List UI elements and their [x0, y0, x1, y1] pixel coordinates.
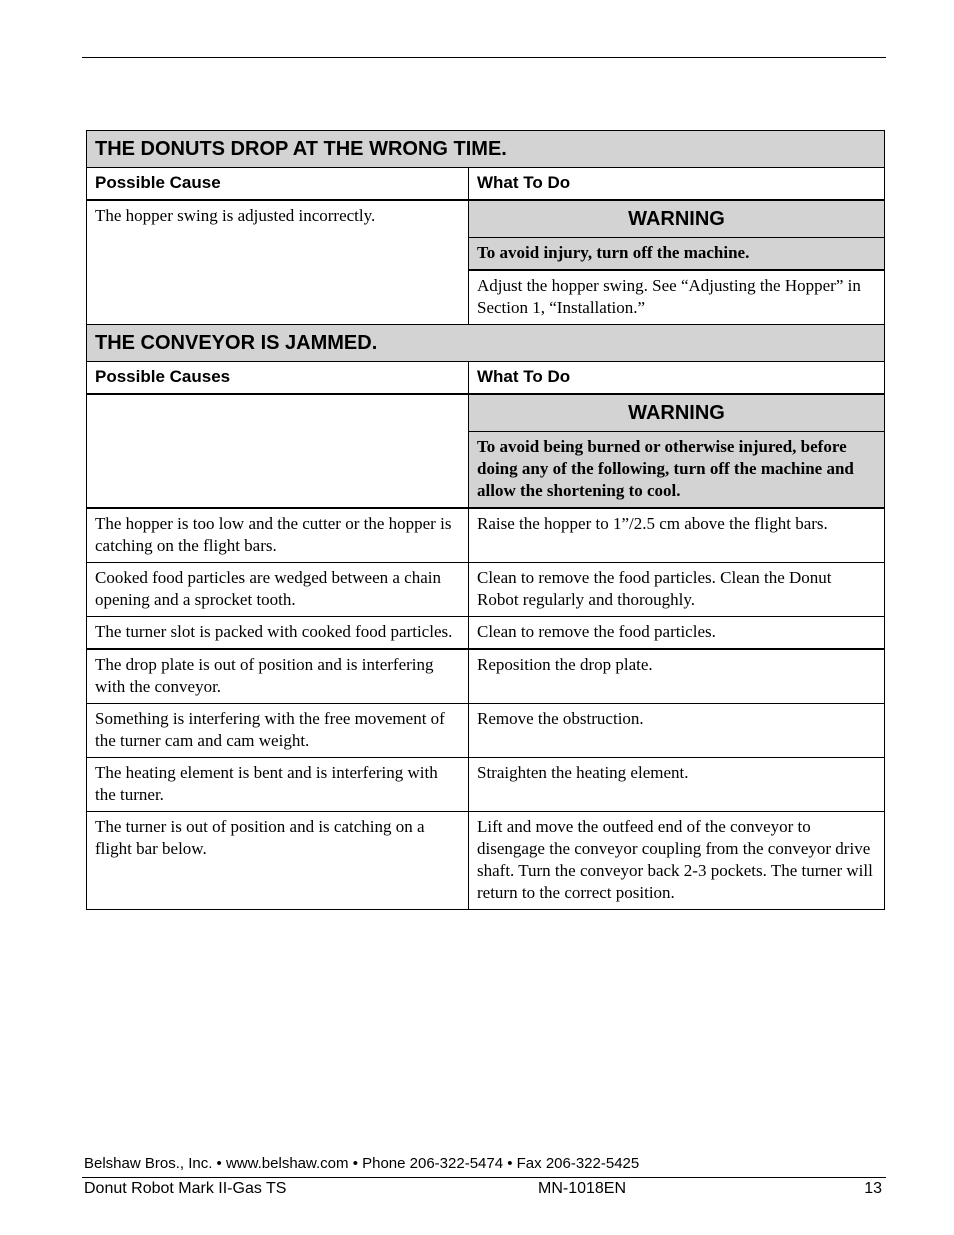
- table-row: [87, 649, 885, 704]
- column-header-cause: Possible Cause: [87, 168, 469, 201]
- column-header-todo: What To Do: [469, 362, 885, 395]
- column-header-cause: Possible Causes: [87, 362, 469, 395]
- cause-cell: The turner slot is packed with cooked food particles.: [87, 617, 469, 650]
- section-title: THE DONUTS DROP AT THE WRONG TIME.: [87, 131, 885, 168]
- table-row: [87, 812, 885, 910]
- table-row: [87, 704, 885, 758]
- warning-text: To avoid being burned or otherwise injured, before doing any of the following, turn off the machine and allow the shortening to cool.: [469, 432, 885, 509]
- section-header-row: [87, 131, 885, 168]
- table-row: [87, 200, 885, 238]
- footer-doc-number: MN-1018EN: [538, 1180, 627, 1197]
- todo-cell: Remove the obstruction.: [469, 704, 885, 758]
- footer-page-number: 13: [864, 1180, 882, 1197]
- troubleshooting-table: [86, 130, 885, 910]
- table-row: [87, 508, 885, 563]
- todo-cell: Clean to remove the food particles. Clean the Donut Robot regularly and thoroughly.: [469, 563, 885, 617]
- cause-cell: Cooked food particles are wedged between a chain opening and a sprocket tooth.: [87, 563, 469, 617]
- todo-cell: Adjust the hopper swing. See “Adjusting the Hopper” in Section 1, “Installation.”: [469, 270, 885, 325]
- table-row: [87, 758, 885, 812]
- column-header-row: [87, 168, 885, 201]
- footer-product: Donut Robot Mark II-Gas TS: [84, 1180, 287, 1197]
- todo-cell: Reposition the drop plate.: [469, 649, 885, 704]
- section-header-row: [87, 325, 885, 362]
- todo-cell: Clean to remove the food particles.: [469, 617, 885, 650]
- cause-cell: The heating element is bent and is interfering with the turner.: [87, 758, 469, 812]
- footer-contact: Belshaw Bros., Inc. • www.belshaw.com • Phone 206-322-5474 • Fax 206-322-5425: [84, 1155, 640, 1172]
- column-header-todo: What To Do: [469, 168, 885, 201]
- empty-cause-cell: [87, 394, 469, 508]
- todo-cell: Raise the hopper to 1”/2.5 cm above the flight bars.: [469, 508, 885, 563]
- header-rule: [82, 57, 886, 58]
- todo-cell: Straighten the heating element.: [469, 758, 885, 812]
- column-header-row: [87, 362, 885, 395]
- cause-cell: The turner is out of position and is catching on a flight bar below.: [87, 812, 469, 910]
- cause-cell: The hopper swing is adjusted incorrectly.: [87, 200, 469, 325]
- table-row: [87, 394, 885, 432]
- warning-title: WARNING: [469, 394, 885, 432]
- warning-title: WARNING: [469, 200, 885, 238]
- table-row: [87, 617, 885, 650]
- cause-cell: The drop plate is out of position and is interfering with the conveyor.: [87, 649, 469, 704]
- todo-cell: Lift and move the outfeed end of the conveyor to disengage the conveyor coupling from the conveyor drive shaft. Turn the conveyor back 2-3 pockets. The turner will return to the correct position.: [469, 812, 885, 910]
- table-row: [87, 563, 885, 617]
- warning-text: To avoid injury, turn off the machine.: [469, 238, 885, 271]
- cause-cell: Something is interfering with the free movement of the turner cam and cam weight.: [87, 704, 469, 758]
- cause-cell: The hopper is too low and the cutter or the hopper is catching on the flight bars.: [87, 508, 469, 563]
- section-title: THE CONVEYOR IS JAMMED.: [87, 325, 885, 362]
- footer-rule: [82, 1177, 886, 1178]
